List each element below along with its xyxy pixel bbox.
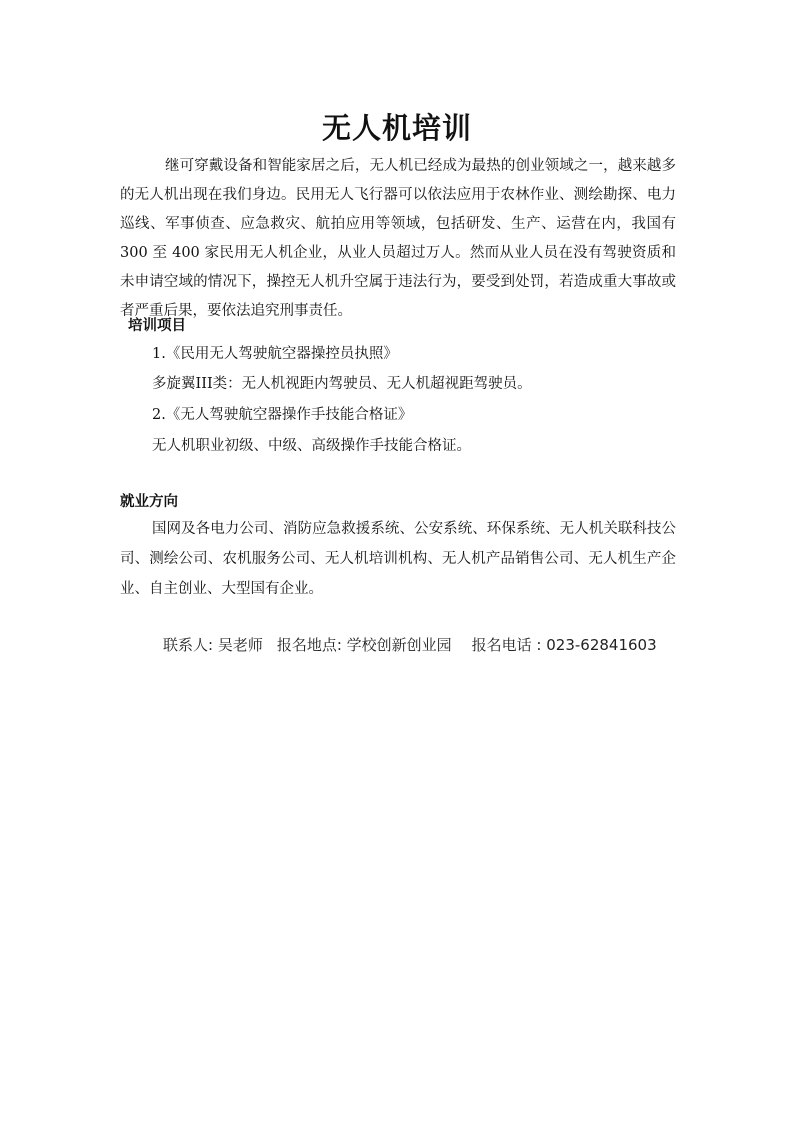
intro-paragraph: 继可穿戴设备和智能家居之后，无人机已经成为最热的创业领域之一，越来越多的无人机出现在我们身边。民用无人飞行器可以依法应用于农林作业、测绘勘探、电力巡线、军事侦查、应急救灾、航拍应用等领域，包括研发、生产、运营在内，我国有 300 至 400 家民用无人机企业，从业人员超过万人。然而从业人员在没有驾驶资质和未申请空域的情况下，操控无人机升空属于违法行为，要受到处罚，若造成重大事故或者严重后果，要依法追究刑事责任。 [120, 158, 676, 319]
contact-person: 联系人: 吴老师 [163, 636, 263, 654]
training-item-2-description: 无人机职业初级、中级、高级操作手技能合格证。 [152, 438, 471, 454]
contact-line [163, 634, 657, 655]
career-paragraph: 国网及各电力公司、消防应急救援系统、公安系统、环保系统、无人机关联科技公司、测绘公司、农机服务公司、无人机培训机构、无人机产品销售公司、无人机生产企业、自主创业、大型国有企业。 [120, 521, 676, 597]
page-title: 无人机培训 [321, 111, 472, 145]
training-heading: 培训项目 [128, 318, 186, 334]
contact-phone: 报名电话 : 023-62841603 [471, 636, 657, 654]
contact-location: 报名地点: 学校创新创业园 [276, 636, 452, 654]
career-heading: 就业方向 [120, 494, 178, 510]
training-item-1-description: 多旋翼III类：无人机视距内驾驶员、无人机超视距驾驶员。 [152, 376, 532, 392]
training-item-2-name: 2.《无人驾驶航空器操作手技能合格证》 [152, 407, 413, 423]
training-item-1-name: 1.《民用无人驾驶航空器操控员执照》 [152, 346, 398, 362]
